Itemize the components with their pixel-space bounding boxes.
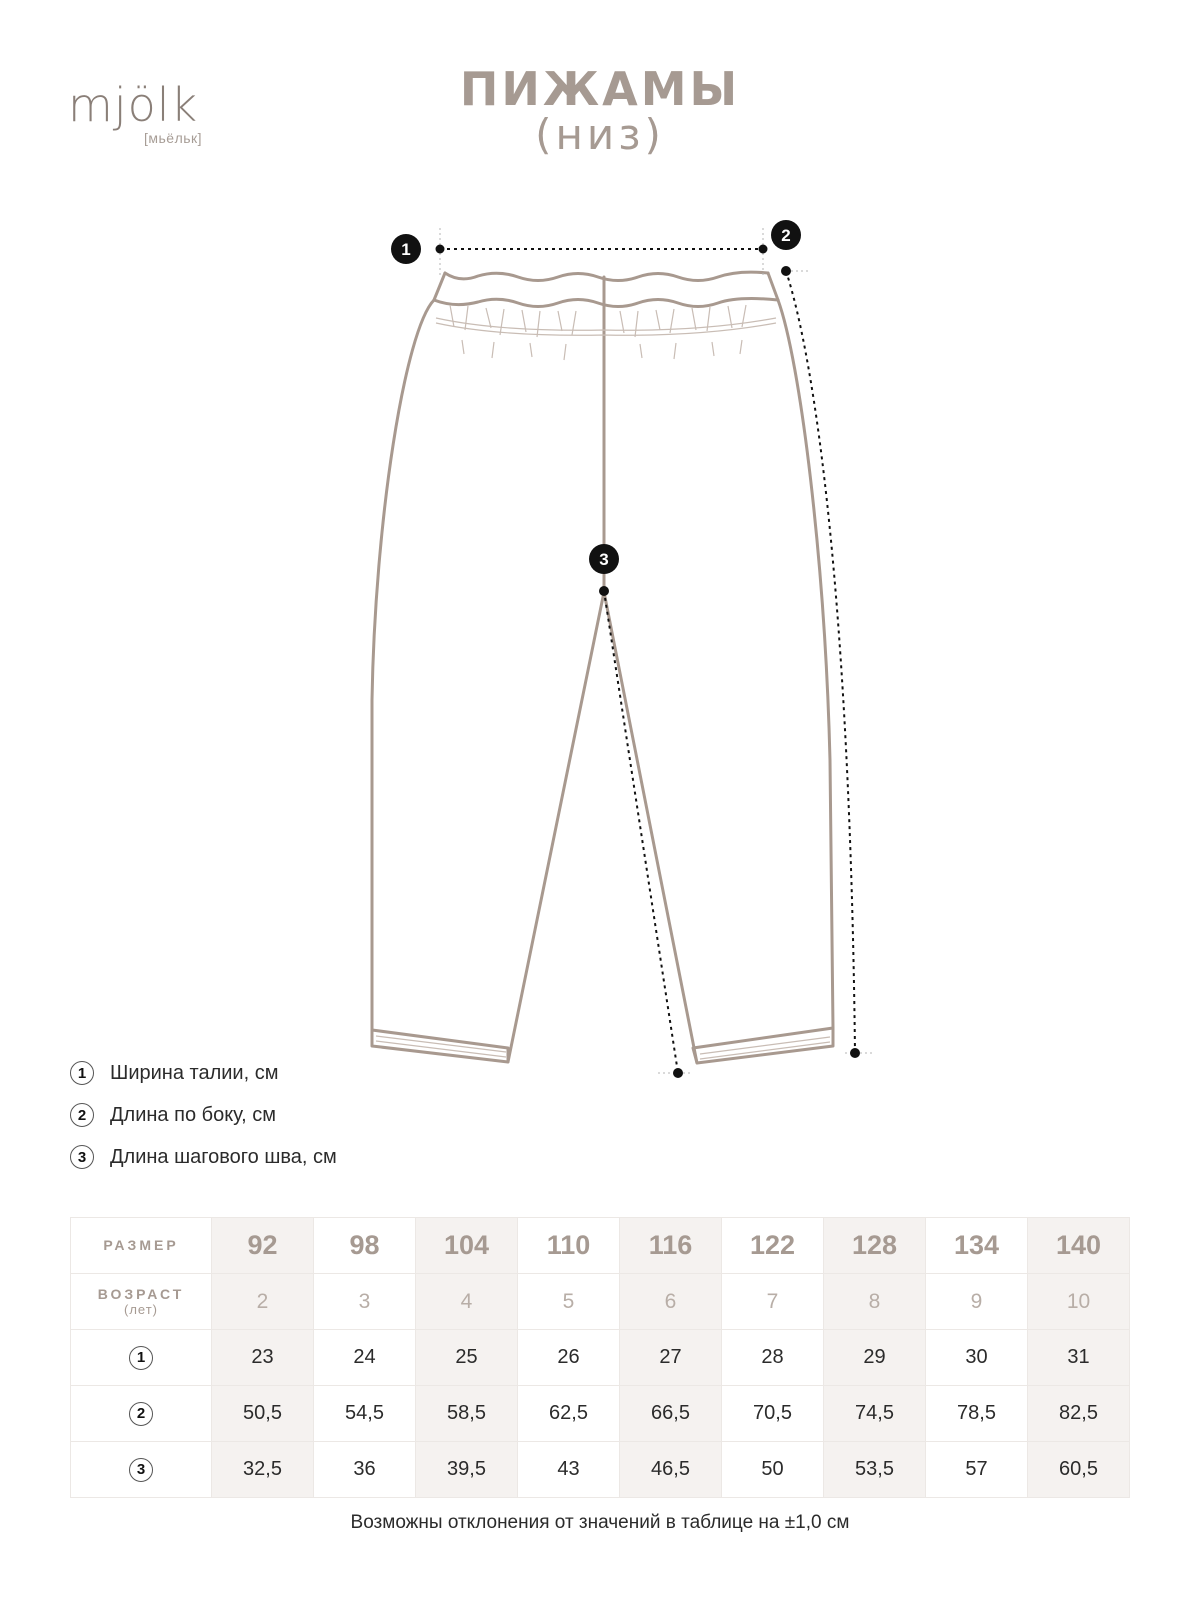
row-number: 2: [129, 1402, 153, 1426]
size-value: 104: [443, 1230, 490, 1260]
value-cell: [824, 1330, 926, 1386]
measurement-row-3: [71, 1442, 1130, 1498]
size-cell: [1028, 1218, 1130, 1274]
legend-label: Длина шагового шва, см: [110, 1145, 337, 1168]
marker-3: [589, 544, 619, 574]
value-cell: [314, 1386, 416, 1442]
size-label: РАЗМЕР: [103, 1236, 179, 1253]
value-cell: [416, 1386, 518, 1442]
age-value: 3: [358, 1289, 371, 1313]
legend-item: [70, 1142, 337, 1172]
value-cell: [314, 1442, 416, 1498]
age-unit: (лет): [124, 1302, 158, 1317]
measurement-value: 57: [965, 1458, 988, 1480]
age-cell: [722, 1274, 824, 1330]
measurement-value: 39,5: [447, 1458, 486, 1480]
value-cell: [722, 1442, 824, 1498]
age-cell: [620, 1274, 722, 1330]
measurement-value: 28: [761, 1346, 784, 1368]
measurement-value: 60,5: [1059, 1458, 1098, 1480]
age-value: 5: [562, 1289, 575, 1313]
pants-outline: [372, 272, 833, 1063]
age-cell: [212, 1274, 314, 1330]
age-cell: [416, 1274, 518, 1330]
legend-number: 3: [70, 1145, 94, 1169]
measurement-value: 70,5: [753, 1402, 792, 1424]
value-cell: [212, 1386, 314, 1442]
legend-number: 2: [70, 1103, 94, 1127]
size-value: 110: [546, 1230, 591, 1260]
value-cell: [722, 1330, 824, 1386]
measurement-value: 26: [557, 1346, 580, 1368]
page-title: ПИЖАМЫ: [459, 62, 741, 116]
value-cell: [314, 1330, 416, 1386]
age-cell: [824, 1274, 926, 1330]
value-cell: [620, 1386, 722, 1442]
age-value: 6: [664, 1289, 677, 1313]
age-value: 4: [460, 1289, 473, 1313]
age-value: 9: [970, 1289, 983, 1313]
size-value: 116: [648, 1230, 693, 1260]
value-cell: [620, 1330, 722, 1386]
age-cell: [314, 1274, 416, 1330]
size-table: [70, 1217, 1130, 1498]
tolerance-note: Возможны отклонения от значений в таблице на ±1,0 см: [350, 1512, 850, 1533]
size-cell: [620, 1218, 722, 1274]
value-cell: [212, 1442, 314, 1498]
marker-1: [391, 234, 421, 264]
measurement-value: 25: [455, 1346, 478, 1368]
value-cell: [212, 1330, 314, 1386]
value-cell: [824, 1386, 926, 1442]
measurement-value: 78,5: [957, 1402, 996, 1424]
value-cell: [926, 1330, 1028, 1386]
measurement-row-2: [71, 1386, 1130, 1442]
value-cell: [518, 1442, 620, 1498]
age-cell: [518, 1274, 620, 1330]
row-number: 3: [129, 1458, 153, 1482]
value-cell: [1028, 1442, 1130, 1498]
size-value: 140: [1055, 1230, 1102, 1260]
value-cell: [722, 1386, 824, 1442]
measurement-lines: [440, 249, 855, 1073]
row-number: 1: [129, 1346, 153, 1370]
marker-1-label: 1: [401, 240, 411, 259]
measurement-value: 24: [353, 1346, 376, 1368]
measurement-value: 31: [1067, 1346, 1090, 1368]
value-cell: [518, 1330, 620, 1386]
value-cell: [1028, 1386, 1130, 1442]
marker-3-label: 3: [599, 550, 609, 569]
size-cell: [314, 1218, 416, 1274]
size-cell: [722, 1218, 824, 1274]
size-value: 122: [749, 1230, 796, 1260]
legend-label: Ширина талии, см: [110, 1061, 279, 1084]
age-cell: [1028, 1274, 1130, 1330]
measurement-value: 54,5: [345, 1402, 384, 1424]
measurement-row-1: [71, 1330, 1130, 1386]
age-value: 8: [868, 1289, 881, 1313]
size-row: [71, 1218, 1130, 1274]
measurement-value: 82,5: [1059, 1402, 1098, 1424]
row-number-cell: [71, 1386, 212, 1442]
marker-2-label: 2: [781, 226, 791, 245]
measurement-legend: [70, 1058, 337, 1184]
size-cell: [824, 1218, 926, 1274]
value-cell: [416, 1330, 518, 1386]
legend-number: 1: [70, 1061, 94, 1085]
measurement-value: 74,5: [855, 1402, 894, 1424]
row-number-cell: [71, 1330, 212, 1386]
measurement-value: 23: [251, 1346, 274, 1368]
marker-2: [771, 220, 801, 250]
measurement-value: 36: [353, 1458, 376, 1480]
page-subtitle: (низ): [535, 110, 665, 159]
size-cell: [926, 1218, 1028, 1274]
measurement-value: 32,5: [243, 1458, 282, 1480]
size-value: 134: [953, 1230, 1000, 1260]
legend-label: Длина по боку, см: [110, 1103, 277, 1126]
guide-ticks: [440, 228, 875, 1073]
measurement-value: 50,5: [243, 1402, 282, 1424]
legend-item: [70, 1058, 337, 1088]
value-cell: [416, 1442, 518, 1498]
size-value: 92: [247, 1230, 278, 1260]
measurement-value: 53,5: [855, 1458, 894, 1480]
value-cell: [518, 1386, 620, 1442]
measurement-value: 46,5: [651, 1458, 690, 1480]
size-cell: [212, 1218, 314, 1274]
value-cell: [926, 1442, 1028, 1498]
measurement-value: 50: [761, 1458, 784, 1480]
measurement-value: 29: [863, 1346, 886, 1368]
value-cell: [926, 1386, 1028, 1442]
size-value: 98: [349, 1230, 380, 1260]
age-row: [71, 1274, 1130, 1330]
brand-name: mjölk: [68, 78, 199, 132]
row-number-cell: [71, 1442, 212, 1498]
age-label: ВОЗРАСТ: [97, 1286, 185, 1302]
value-cell: [620, 1442, 722, 1498]
measurement-value: 27: [659, 1346, 682, 1368]
age-value: 10: [1066, 1289, 1091, 1313]
value-cell: [1028, 1330, 1130, 1386]
size-header-cell: [71, 1218, 212, 1274]
measurement-value: 62,5: [549, 1402, 588, 1424]
legend-item: [70, 1100, 337, 1130]
measurement-value: 58,5: [447, 1402, 486, 1424]
measurement-value: 66,5: [651, 1402, 690, 1424]
age-cell: [926, 1274, 1028, 1330]
measurement-value: 30: [965, 1346, 988, 1368]
measurement-value: 43: [557, 1458, 580, 1480]
value-cell: [824, 1442, 926, 1498]
size-cell: [518, 1218, 620, 1274]
age-value: 7: [766, 1289, 779, 1313]
size-value: 128: [851, 1230, 898, 1260]
brand-transliteration: [мьёльк]: [144, 130, 203, 146]
age-header-cell: [71, 1274, 212, 1330]
size-cell: [416, 1218, 518, 1274]
age-value: 2: [256, 1289, 269, 1313]
